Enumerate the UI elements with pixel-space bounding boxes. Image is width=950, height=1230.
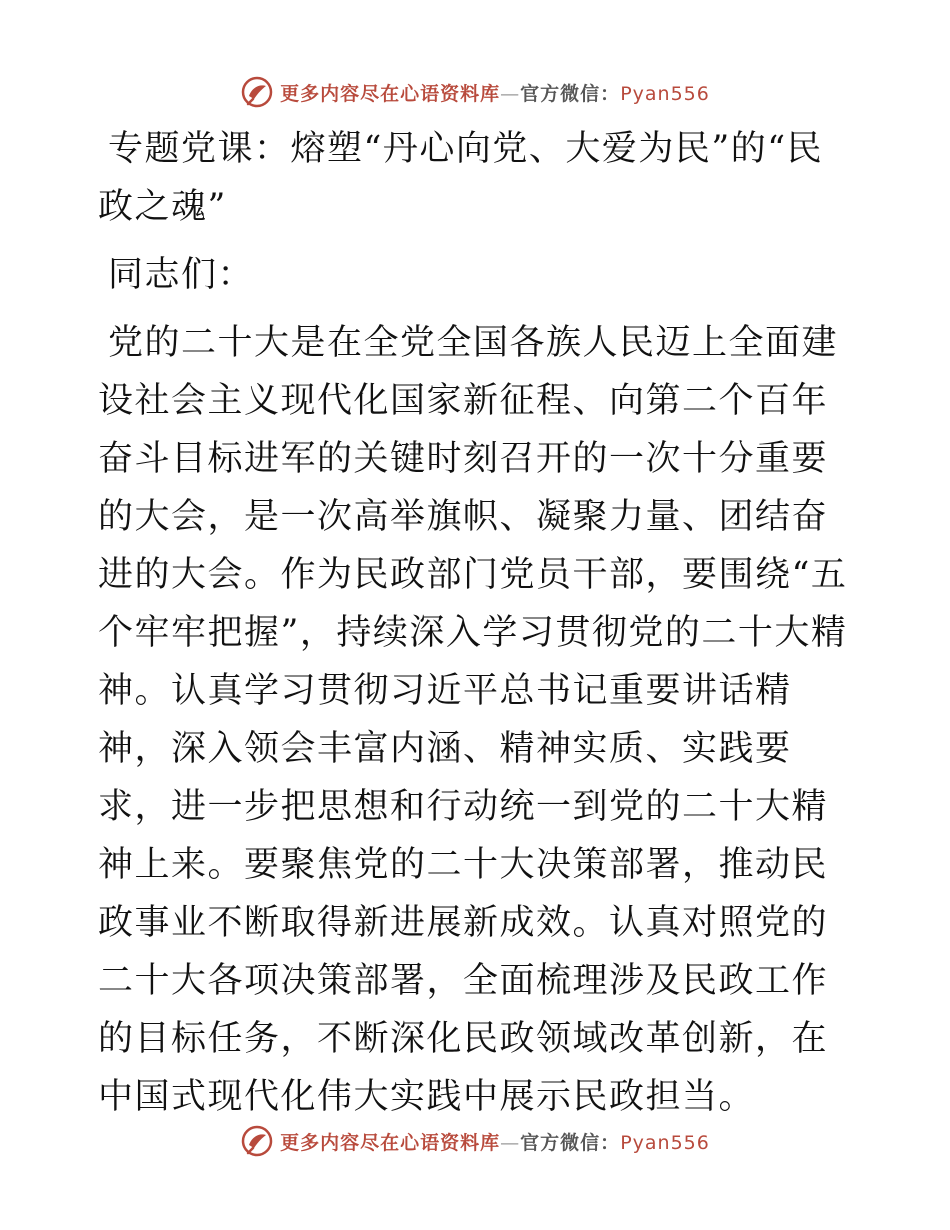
brand-logo-icon — [240, 1124, 274, 1158]
document-content — [98, 120, 850, 1136]
footer-banner — [0, 1121, 950, 1161]
banner-separator: — — [500, 1131, 521, 1154]
wechat-id: Pyan556 — [620, 1131, 710, 1154]
wechat-label: 官方微信： — [520, 1131, 621, 1154]
wechat-label: 官方微信： — [520, 82, 621, 105]
brand-text: 更多内容尽在心语资料库 — [280, 1131, 501, 1154]
banner-separator: — — [500, 82, 521, 105]
brand-text: 更多内容尽在心语资料库 — [280, 82, 501, 105]
header-banner — [0, 72, 950, 112]
banner-text — [280, 1128, 710, 1155]
document-title: 专题党课：熔塑“丹心向党、大爱为民”的“民政之魂” — [98, 129, 824, 227]
brand-logo-icon — [240, 75, 274, 109]
banner-text — [280, 79, 710, 106]
body-paragraph: 党的二十大是在全党全国各族人民迈上全面建设社会主义现代化国家新征程、向第二个百年奋斗目标进军的关键时刻召开的一次十分重要的大会，是一次高举旗帜、凝聚力量、团结奋进的大会。作为民政部门党员干部，要围绕“五个牢牢把握”，持续深入学习贯彻党的二十大精神。认真学习贯彻习近平总书记重要讲话精神，深入领会丰富内涵、精神实质、实践要求，进一步把思想和行动统一到党的二十大精神上来。要聚焦党的二十大决策部署，推动民政事业不断取得新进展新成效。认真对照党的二十大各项决策部署，全面梳理涉及民政工作的目标任务，不断深化民政领域改革创新，在中国式现代化伟大实践中展示民政担当。 — [98, 323, 848, 1117]
wechat-id: Pyan556 — [620, 82, 710, 105]
salutation: 同志们： — [108, 255, 255, 295]
